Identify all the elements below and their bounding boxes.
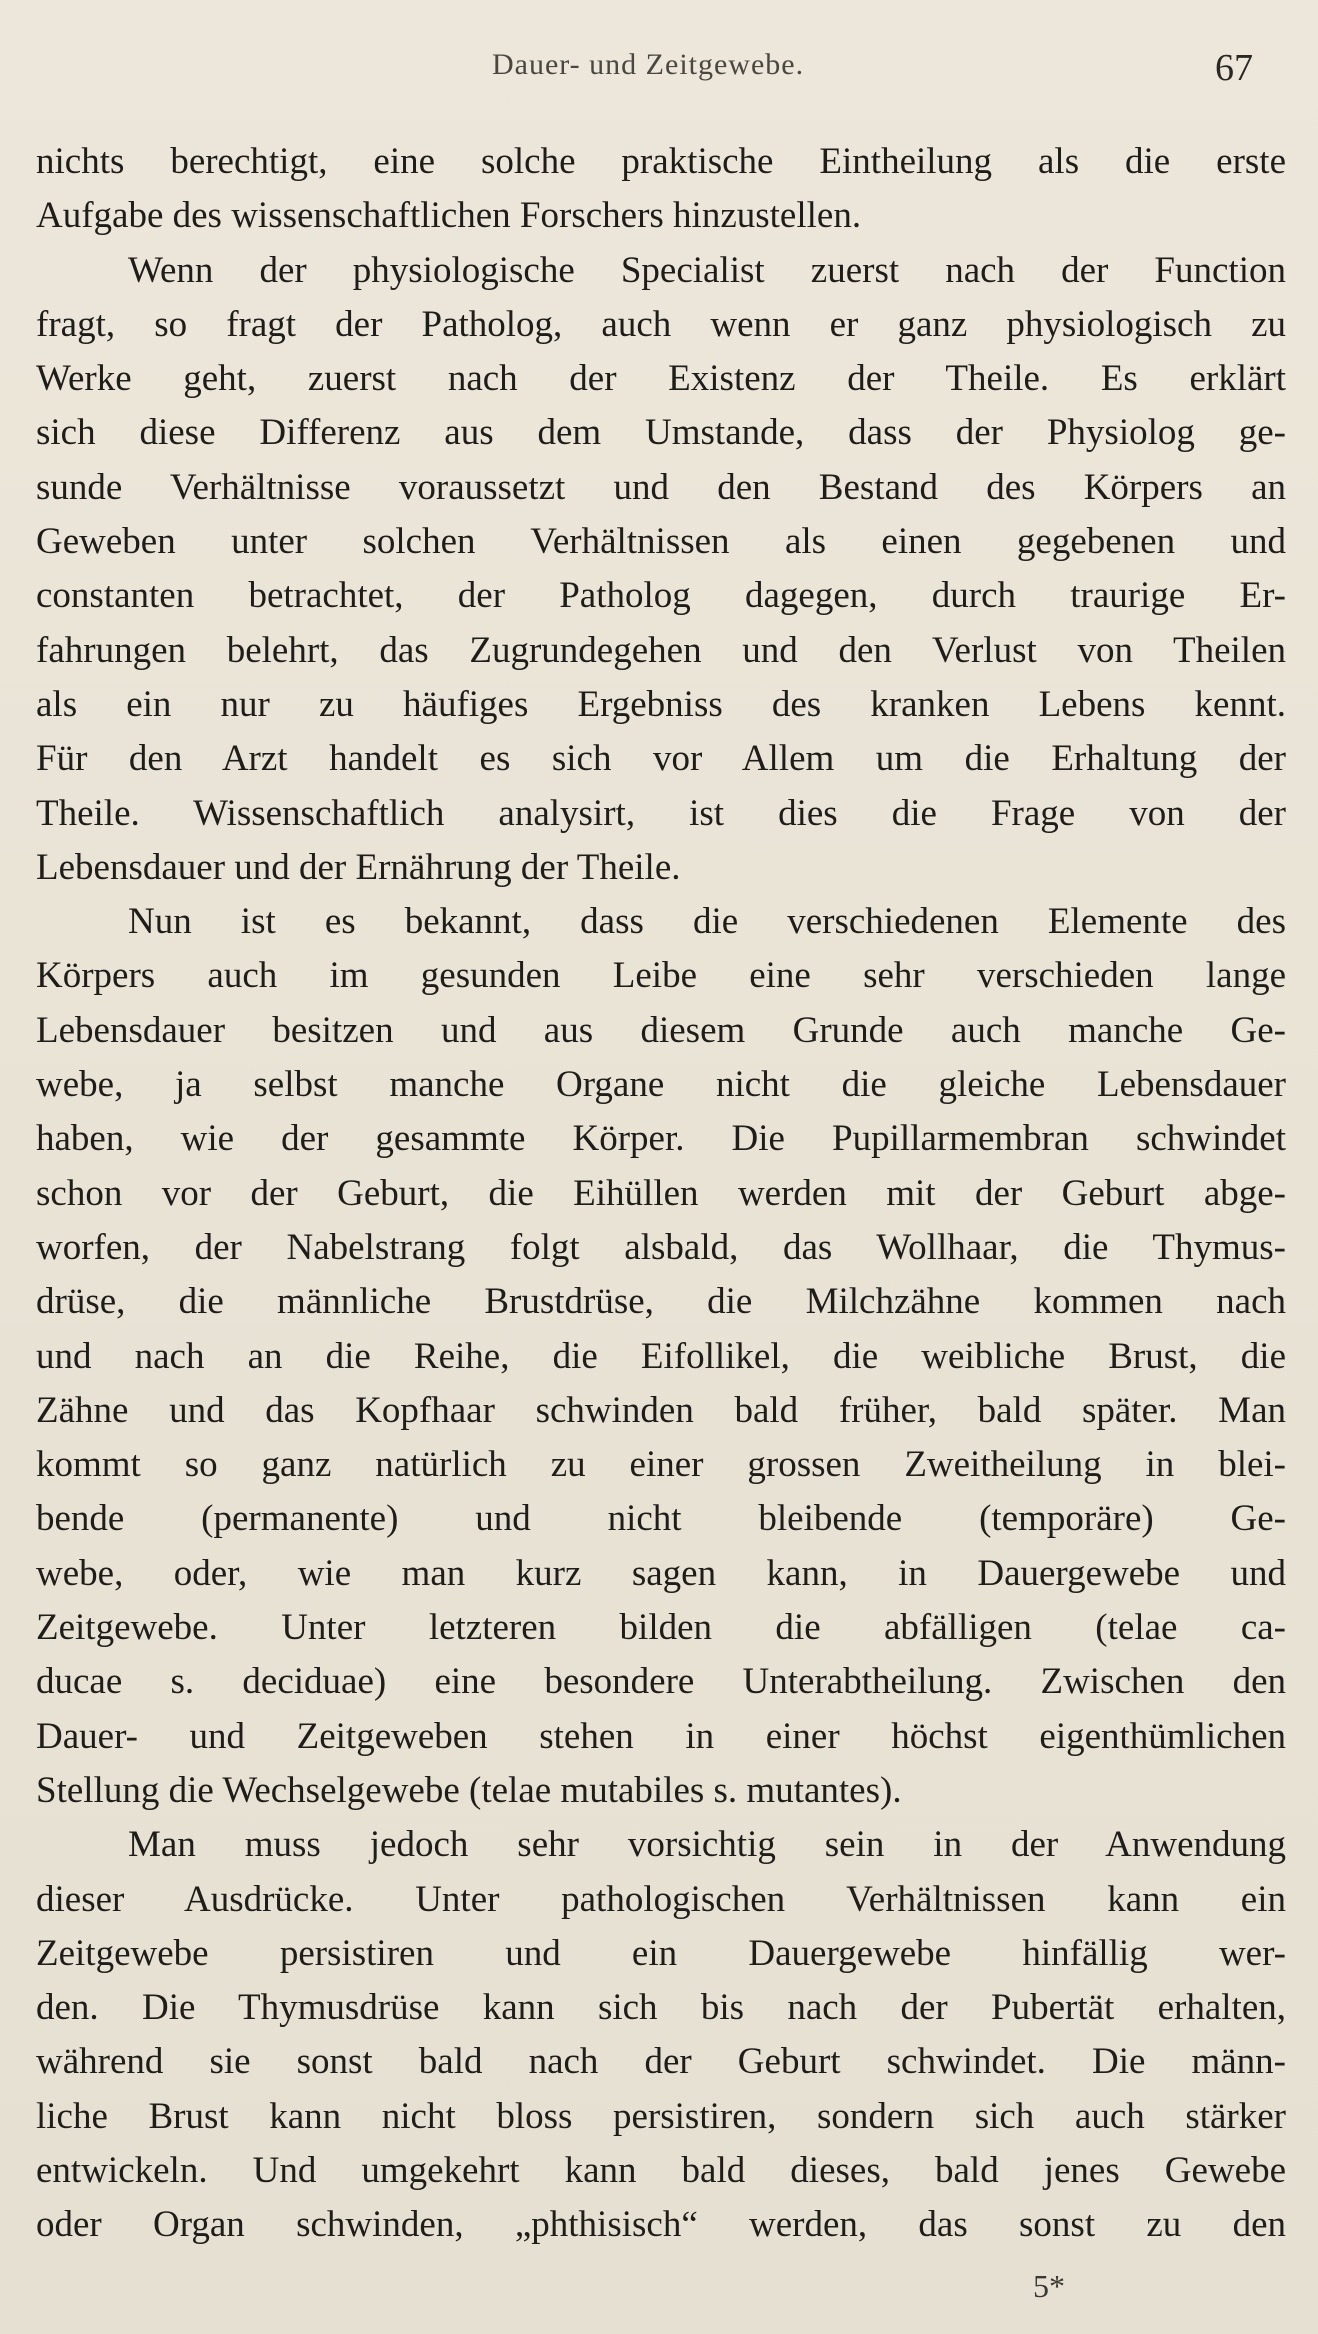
text-line: sich diese Differenz aus dem Umstande, dass der Physiolog ge- — [36, 412, 1286, 454]
text-line: entwickeln. Und umgekehrt kann bald dieses, bald jenes Gewebe — [36, 2149, 1286, 2191]
text-line: den. Die Thymusdrüse kann sich bis nach der Pubertät erhalten, — [36, 1987, 1286, 2029]
text-line: Dauer- und Zeitgeweben stehen in einer höchst eigenthümlichen — [36, 1715, 1286, 1757]
text-line: fragt, so fragt der Patholog, auch wenn er ganz physiologisch zu — [36, 303, 1286, 345]
text-line: Nun ist es bekannt, dass die verschiedenen Elemente des — [128, 901, 1286, 943]
text-line: fahrungen belehrt, das Zugrundegehen und den Verlust von Theilen — [36, 629, 1286, 671]
running-title: Dauer- und Zeitgewebe. — [492, 48, 805, 81]
text-line: drüse, die männliche Brustdrüse, die Milchzähne kommen nach — [36, 1281, 1286, 1323]
text-line: schon vor der Geburt, die Eihüllen werden mit der Geburt abge- — [36, 1172, 1286, 1214]
text-line: Theile. Wissenschaftlich analysirt, ist dies die Frage von der — [36, 792, 1286, 834]
text-line: Für den Arzt handelt es sich vor Allem um die Erhaltung der — [36, 738, 1286, 780]
running-head — [0, 48, 1318, 108]
text-line: kommt so ganz natürlich zu einer grossen Zweitheilung in blei- — [36, 1444, 1286, 1486]
text-line: worfen, der Nabelstrang folgt alsbald, das Wollhaar, die Thymus- — [36, 1226, 1286, 1268]
text-line: Lebensdauer besitzen und aus diesem Grunde auch manche Ge- — [36, 1009, 1286, 1051]
text-line: während sie sonst bald nach der Geburt schwindet. Die männ- — [36, 2041, 1286, 2083]
text-line: Zähne und das Kopfhaar schwinden bald früher, bald später. Man — [36, 1389, 1286, 1431]
text-line: als ein nur zu häufiges Ergebniss des kranken Lebens kennt. — [36, 683, 1286, 725]
text-line: liche Brust kann nicht bloss persistiren, sondern sich auch stärker — [36, 2095, 1286, 2137]
text-line: Aufgabe des wissenschaftlichen Forschers hinzustellen. — [36, 195, 862, 237]
text-line: webe, oder, wie man kurz sagen kann, in Dauergewebe und — [36, 1552, 1286, 1594]
signature-mark: 5* — [1033, 2268, 1065, 2304]
text-line: haben, wie der gesammte Körper. Die Pupillarmembran schwindet — [36, 1118, 1286, 1160]
text-line: webe, ja selbst manche Organe nicht die gleiche Lebensdauer — [36, 1064, 1286, 1106]
text-line: und nach an die Reihe, die Eifollikel, die weibliche Brust, die — [36, 1335, 1286, 1377]
text-line: Körpers auch im gesunden Leibe eine sehr verschieden lange — [36, 955, 1286, 997]
text-line: Zeitgewebe. Unter letzteren bilden die abfälligen (telae ca- — [36, 1607, 1286, 1649]
text-line: constanten betrachtet, der Patholog dagegen, durch traurige Er- — [36, 575, 1286, 617]
body-text — [36, 135, 1286, 2253]
text-line: sunde Verhältnisse voraussetzt und den Bestand des Körpers an — [36, 466, 1286, 508]
text-line: nichts berechtigt, eine solche praktische Eintheilung als die erste — [36, 141, 1286, 182]
text-line: Wenn der physiologische Specialist zuerst nach der Function — [128, 249, 1286, 291]
text-line: Man muss jedoch sehr vorsichtig sein in der Anwendung — [128, 1824, 1286, 1866]
text-line: Werke geht, zuerst nach der Existenz der Theile. Es erklärt — [36, 358, 1286, 400]
page-number: 67 — [1215, 47, 1253, 89]
text-line: ducae s. deciduae) eine besondere Unterabtheilung. Zwischen den — [36, 1661, 1286, 1703]
text-line: oder Organ schwinden, „phthisisch“ werden, das sonst zu den — [36, 2204, 1286, 2246]
text-line: Stellung die Wechselgewebe (telae mutabiles s. mutantes). — [36, 1769, 902, 1811]
text-line: bende (permanente) und nicht bleibende (temporäre) Ge- — [36, 1498, 1286, 1540]
text-line: Geweben unter solchen Verhältnissen als einen gegebenen und — [36, 521, 1286, 563]
text-line: dieser Ausdrücke. Unter pathologischen Verhältnissen kann ein — [36, 1878, 1286, 1920]
text-line: Zeitgewebe persistiren und ein Dauergewebe hinfällig wer- — [36, 1932, 1286, 1974]
text-line: Lebensdauer und der Ernährung der Theile. — [36, 846, 681, 888]
